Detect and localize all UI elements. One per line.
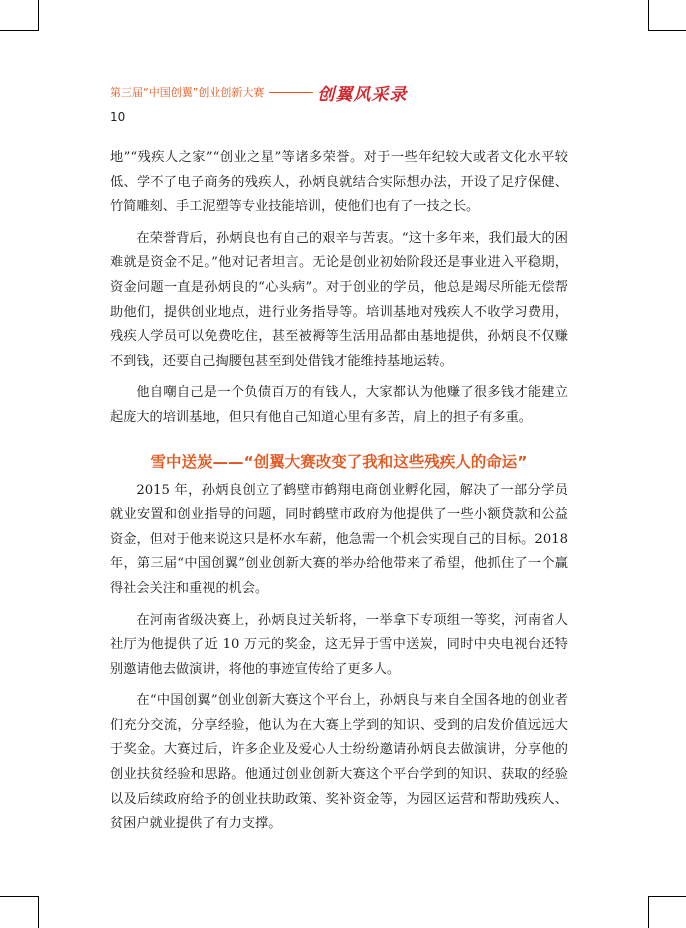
header-calligraphy: 创翼风采录 — [317, 84, 408, 105]
paragraph: 2015 年，孙炳良创立了鹤壁市鹤翔电商创业孵化园，解决了一部分学员就业安置和创业指导的问题，同时鹤壁市政府为他提供了一些小额贷款和公益资金，但对于他来说这只是杯水车薪，他急需一个机会实现自己的目标。2018 年，第三届“中国创翼”创业创新大赛的举办给他带来了希望，他抓住了一个赢得社会关注和重视的机会。 — [110, 482, 568, 596]
header-rule — [269, 92, 313, 93]
crop-mark-tr-h — [648, 30, 686, 31]
paragraph: 他自嘲自己是一个负债百万的有钱人，大家都认为他赚了很多钱才能建立起庞大的培训基地，但只有他自己知道心里有多苦，肩上的担子有多重。 — [110, 385, 568, 425]
crop-mark-tl-h — [0, 30, 38, 31]
crop-mark-br-v — [648, 896, 649, 928]
crop-mark-br-h — [648, 896, 686, 897]
paragraph: 在河南省级决赛上，孙炳良过关斩将，一举拿下专项组一等奖，河南省人社厅为他提供了近 10 万元的奖金，这无异于雪中送炭，同时中央电视台还特别邀请他去做演讲，将他的事迹宣传给了更多人。 — [110, 612, 568, 677]
header-title: 第三届“中国创翼”创业创新大赛 — [110, 86, 265, 99]
paragraph: 地”“残疾人之家”“创业之星”等诸多荣誉。对于一些年纪较大或者文化水平较低、学不了电子商务的残疾人，孙炳良就结合实际想办法，开设了足疗保健、竹简雕刻、手工泥塑等专业技能培训，使他们也有了一技之长。 — [110, 150, 568, 215]
paragraph: 在荣誉背后，孙炳良也有自己的艰辛与苦衷。“这十多年来，我们最大的困难就是资金不足。”他对记者坦言。无论是创业初始阶段还是事业进入平稳期，资金问题一直是孙炳良的“心头病”。对于创业的学员，他总是竭尽所能无偿帮助他们，提供创业地点，进行业务指导等。培训基地对残疾人不收学习费用，残疾人学员可以免费吃住，甚至被褥等生活用品都由基地提供，孙炳良不仅赚不到钱，还要自己掏腰包甚至到处借钱才能维持基地运转。 — [110, 230, 568, 369]
page-number: 10 — [110, 110, 126, 124]
body-text — [110, 146, 568, 837]
section-heading: 雪中送炭——“创翼大赛改变了我和这些残疾人的命运” — [150, 452, 528, 471]
crop-mark-bl-h — [0, 896, 38, 897]
crop-mark-bl-v — [38, 896, 39, 928]
paragraph: 在“中国创翼”创业创新大赛这个平台上，孙炳良与来自全国各地的创业者们充分交流，分享经验，他认为在大赛上学到的知识、受到的启发价值远远大于奖金。大赛过后，许多企业及爱心人士纷纷邀请孙炳良去做演讲，分享他的创业扶贫经验和思路。他通过创业创新大赛这个平台学到的知识、获取的经验以及后续政府给予的创业扶助政策、奖补资金等，为园区运营和帮助残疾人、贫困户就业提供了有力支撑。 — [110, 693, 568, 832]
running-header — [110, 80, 590, 104]
crop-mark-tr-v — [648, 0, 649, 31]
crop-mark-tl-v — [38, 0, 39, 31]
